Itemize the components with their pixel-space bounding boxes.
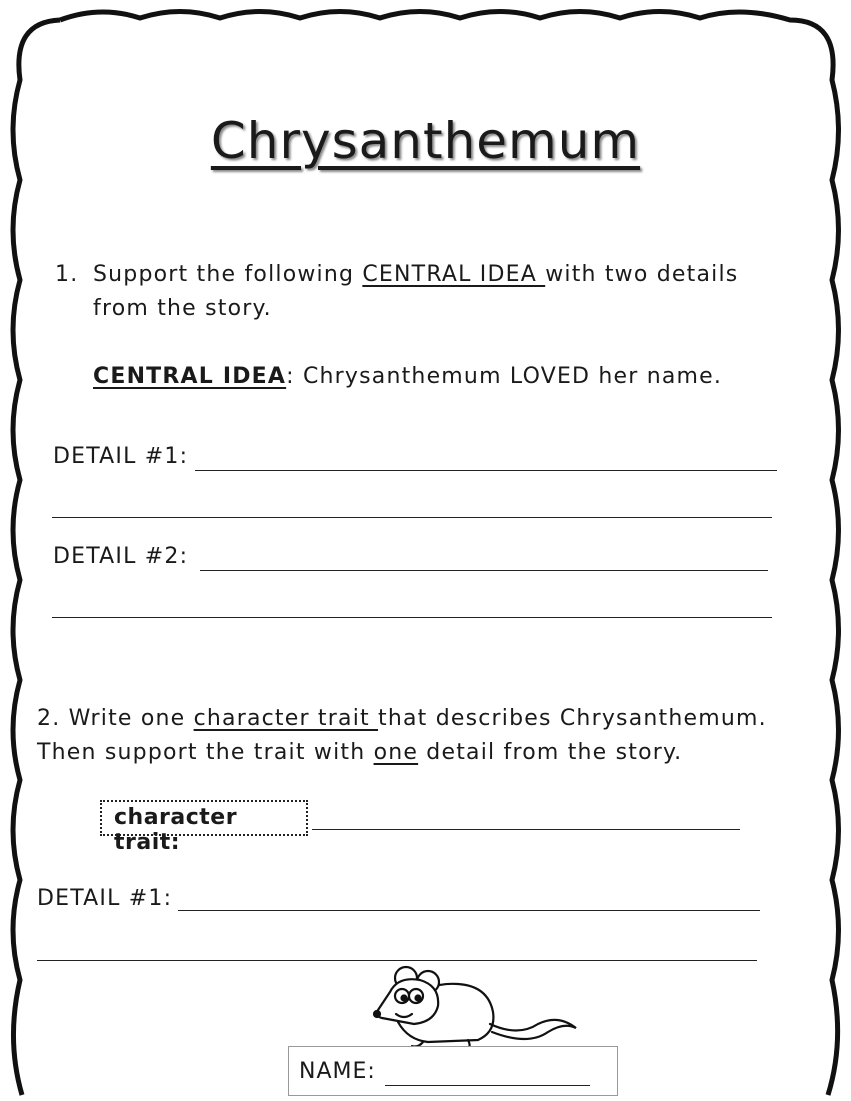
q1-detail1-label: DETAIL #1: [53,444,189,469]
character-trait-box: character trait: [100,800,308,836]
q2-detail1-answer-line-2[interactable] [37,960,757,961]
q2-prompt-line2: Then support the trait with one detail from the story. [37,740,683,765]
q1-detail1-answer-line[interactable] [195,470,777,471]
q2-detail1-answer-line[interactable] [178,910,760,911]
q1-detail1-answer-line-2[interactable] [52,517,772,518]
q1-prompt-line2: from the story. [93,296,272,321]
q1-prompt-line1: Support the following CENTRAL IDEA with two details [93,262,739,287]
name-box [288,1046,618,1096]
central-idea: CENTRAL IDEA: Chrysanthemum LOVED her name. [93,364,723,389]
name-answer-line[interactable] [385,1085,590,1086]
page-title: Chrysanthemum [210,112,641,170]
mouse-icon [368,962,583,1052]
q1-detail2-answer-line-2[interactable] [52,617,772,618]
q2-prompt-line1: 2. Write one character trait that describes Chrysanthemum. [37,706,767,731]
q1-detail2-answer-line[interactable] [200,570,768,571]
name-label: NAME: [299,1059,376,1084]
q2-detail1-label: DETAIL #1: [37,886,173,911]
q1-number: 1. [55,262,79,287]
character-trait-answer-line[interactable] [312,829,740,830]
q1-detail2-label: DETAIL #2: [53,544,189,569]
